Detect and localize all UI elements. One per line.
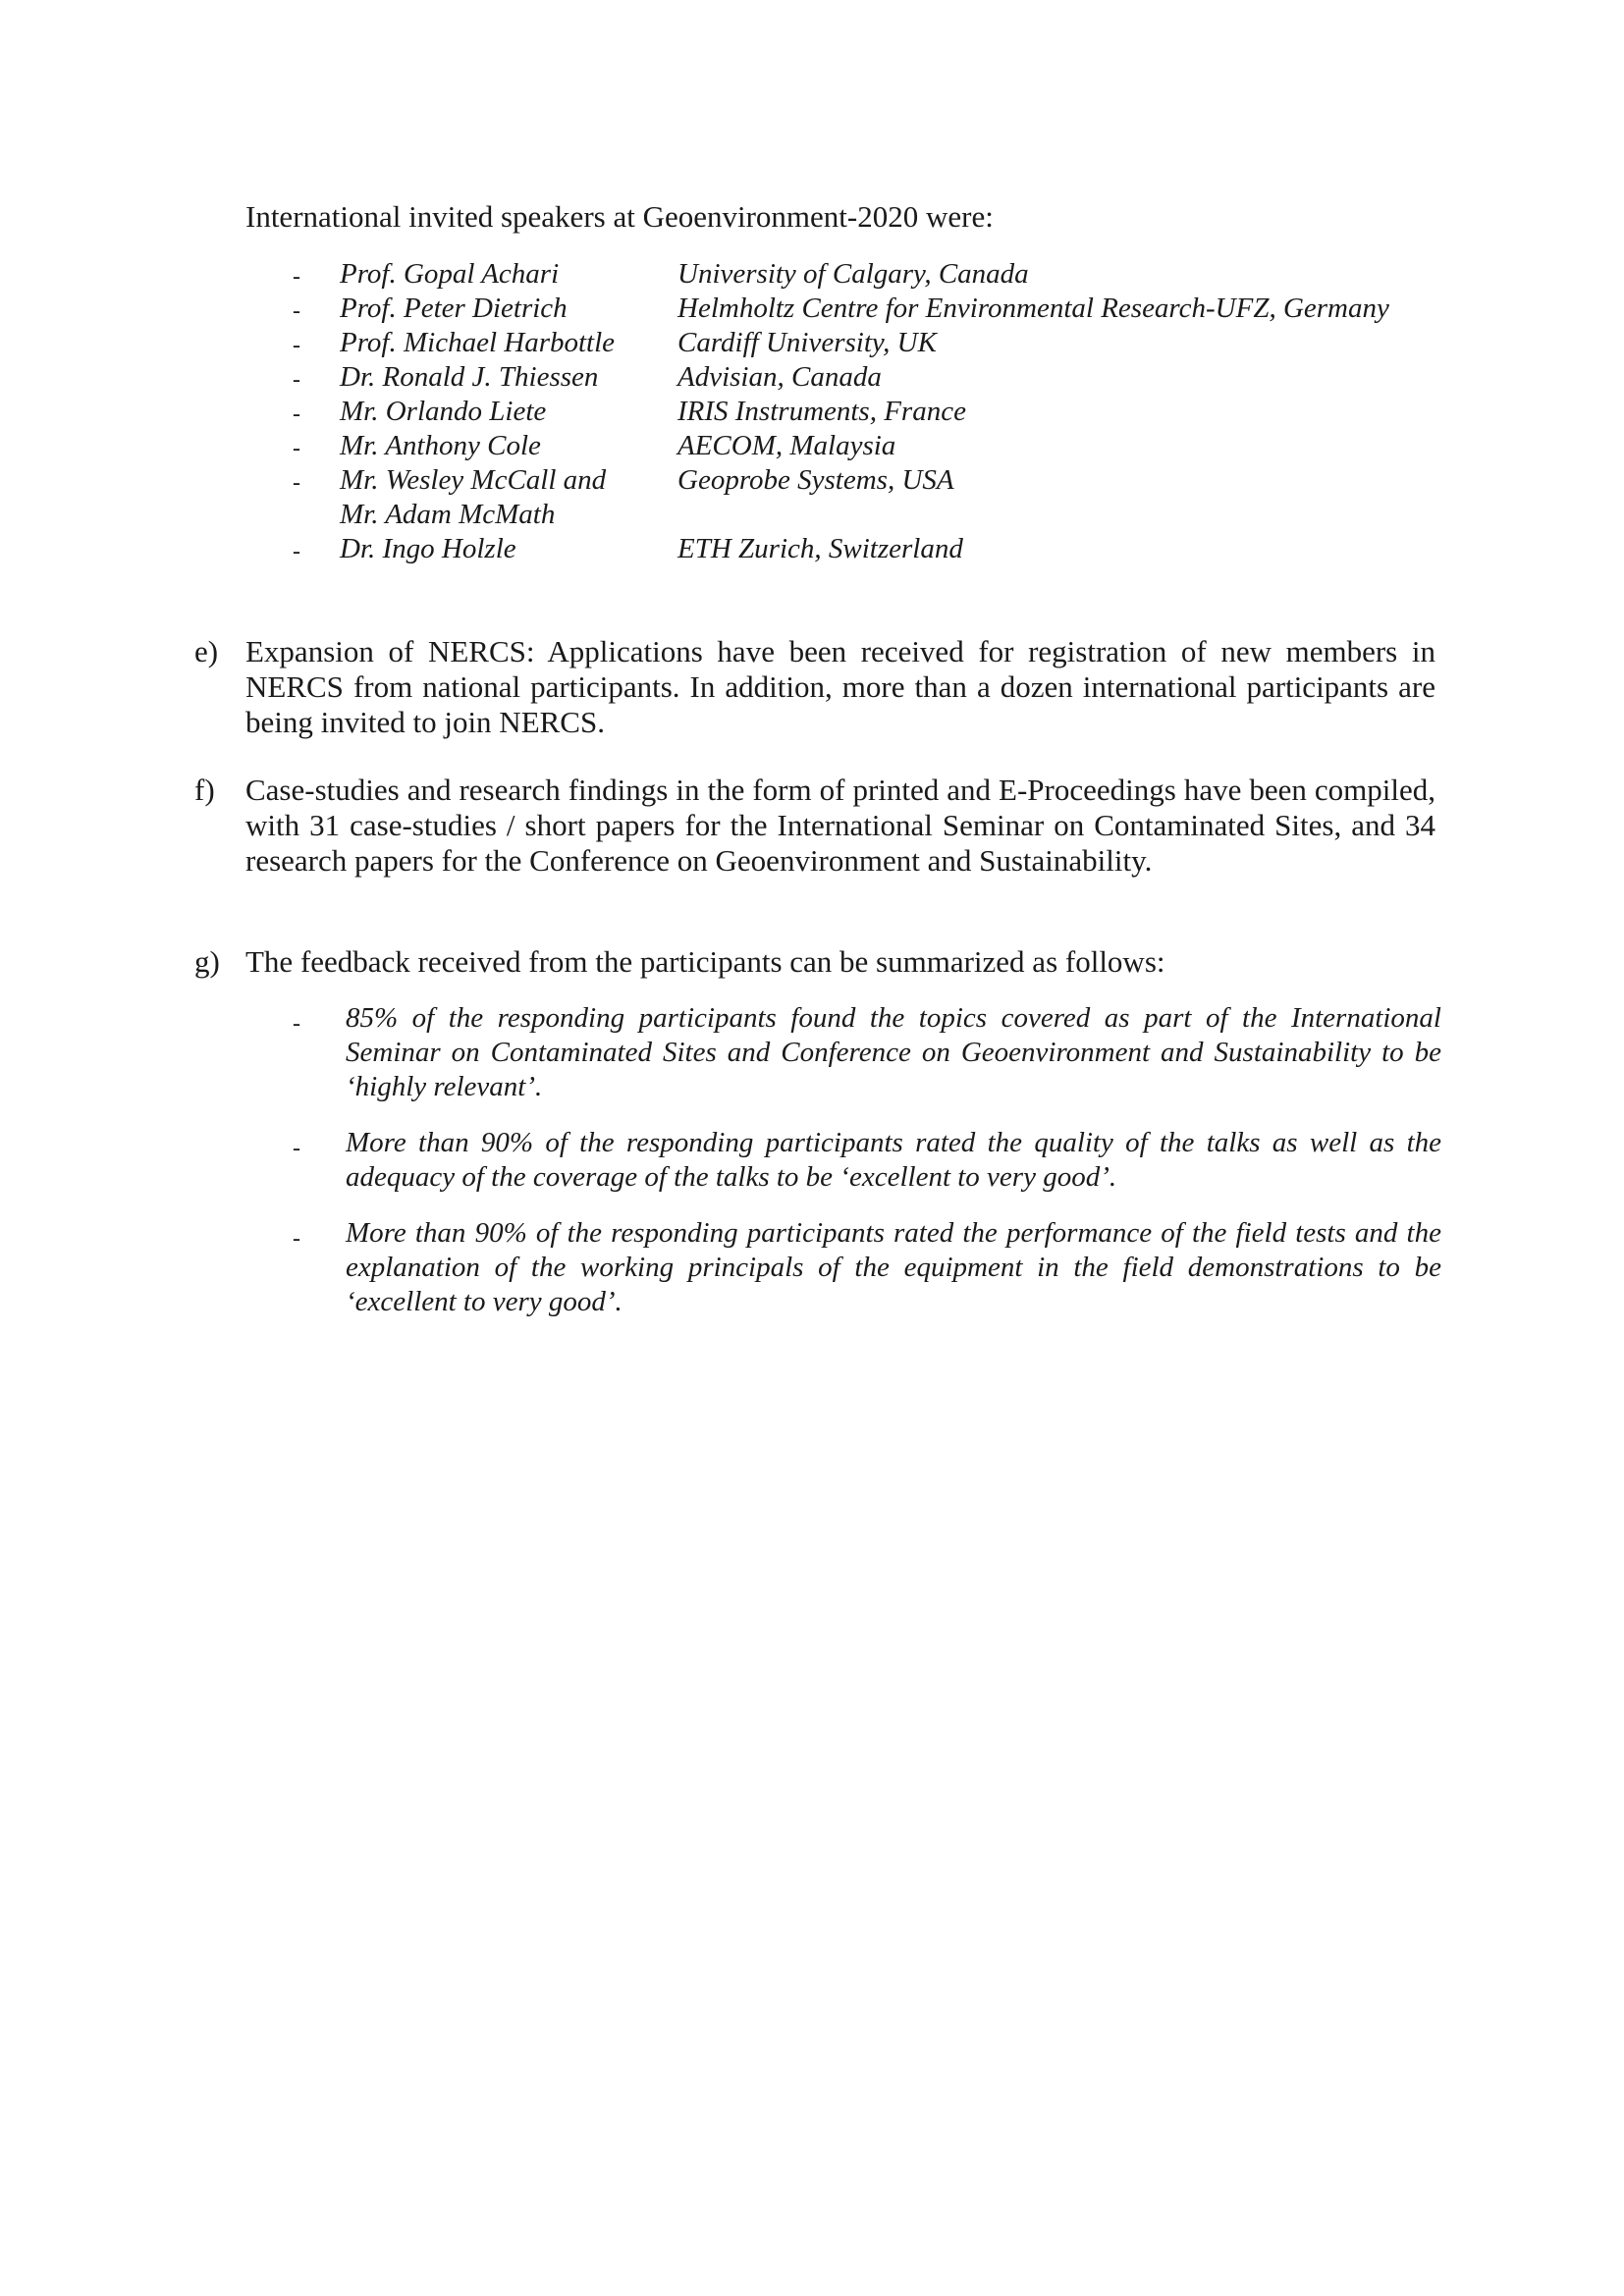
list-dash: - [293,436,300,461]
speaker-name: Mr. Orlando Liete [340,396,547,427]
speaker-name: Prof. Peter Dietrich [340,293,568,324]
speaker-row [293,395,1471,429]
speaker-name: Dr. Ingo Holzle [340,533,516,564]
feedback-text: More than 90% of the responding participants rated the quality of the talks as well as the adequacy of the coverage of the talks to be ‘excellent to very good’. [346,1127,1441,1193]
feedback-item [293,1126,1441,1195]
list-item-f [194,773,1435,879]
speaker-row [293,257,1471,292]
speaker-affiliation: Geoprobe Systems, USA [677,464,954,496]
item-marker: e) [194,634,219,668]
feedback-text: More than 90% of the responding participants rated the performance of the field tests and the explanation of the working principals of the equipment in the field demonstrations to be ‘excellent to very good’. [346,1217,1441,1317]
speaker-affiliation: Helmholtz Centre for Environmental Research-UFZ, Germany [677,293,1389,324]
speaker-row [293,326,1471,360]
speaker-row [293,360,1471,395]
list-item-e [194,634,1435,740]
speaker-row [293,292,1471,326]
speaker-list [293,257,1471,566]
speaker-affiliation: University of Calgary, Canada [677,258,1029,290]
list-item-g [194,944,1435,980]
list-dash: - [293,298,300,324]
list-dash: - [293,367,300,393]
list-dash: - [293,470,300,496]
speaker-affiliation: Cardiff University, UK [677,327,937,358]
list-dash: - [293,1136,300,1161]
list-dash: - [293,539,300,564]
item-text: The feedback received from the participants can be summarized as follows: [245,944,1165,979]
item-text: Case-studies and research findings in the form of printed and E-Proceedings have been compiled, with 31 case-studies / short papers for the International Seminar on Contaminated Sites, and 34 research papers for the Conference on Geoenvironment and Sustainability. [245,773,1435,878]
list-dash: - [293,264,300,290]
list-dash: - [293,333,300,358]
list-dash: - [293,1011,300,1037]
speaker-name: Mr. Anthony Cole [340,430,541,461]
speaker-row [293,532,1471,566]
list-dash: - [293,401,300,427]
feedback-list [293,1001,1441,1319]
speaker-row [293,429,1471,463]
feedback-item [293,1001,1441,1104]
speaker-affiliation: Advisian, Canada [677,361,882,393]
speaker-affiliation: ETH Zurich, Switzerland [677,533,963,564]
list-dash: - [293,1226,300,1252]
speaker-name: Dr. Ronald J. Thiessen [340,361,599,393]
speaker-name: Prof. Gopal Achari [340,258,560,290]
item-text: Expansion of NERCS: Applications have been received for registration of new members in NERCS from national participants. In addition, more than a dozen international participants are being invited to join NERCS. [245,634,1435,739]
item-marker: g) [194,944,220,979]
speaker-affiliation: AECOM, Malaysia [677,430,896,461]
speaker-name: Prof. Michael Harbottle [340,327,616,358]
speaker-affiliation: IRIS Instruments, France [677,396,966,427]
speakers-intro: International invited speakers at Geoenvironment-2020 were: [245,199,994,234]
feedback-item [293,1216,1441,1319]
speaker-row [293,463,1471,532]
speaker-name: Mr. Wesley McCall and Mr. Adam McMath [340,464,607,530]
feedback-text: 85% of the responding participants found the topics covered as part of the International Seminar on Contaminated Sites and Conference on Geoenvironment and Sustainability to be ‘highly relevant’. [346,1002,1441,1102]
item-marker: f) [194,773,215,807]
